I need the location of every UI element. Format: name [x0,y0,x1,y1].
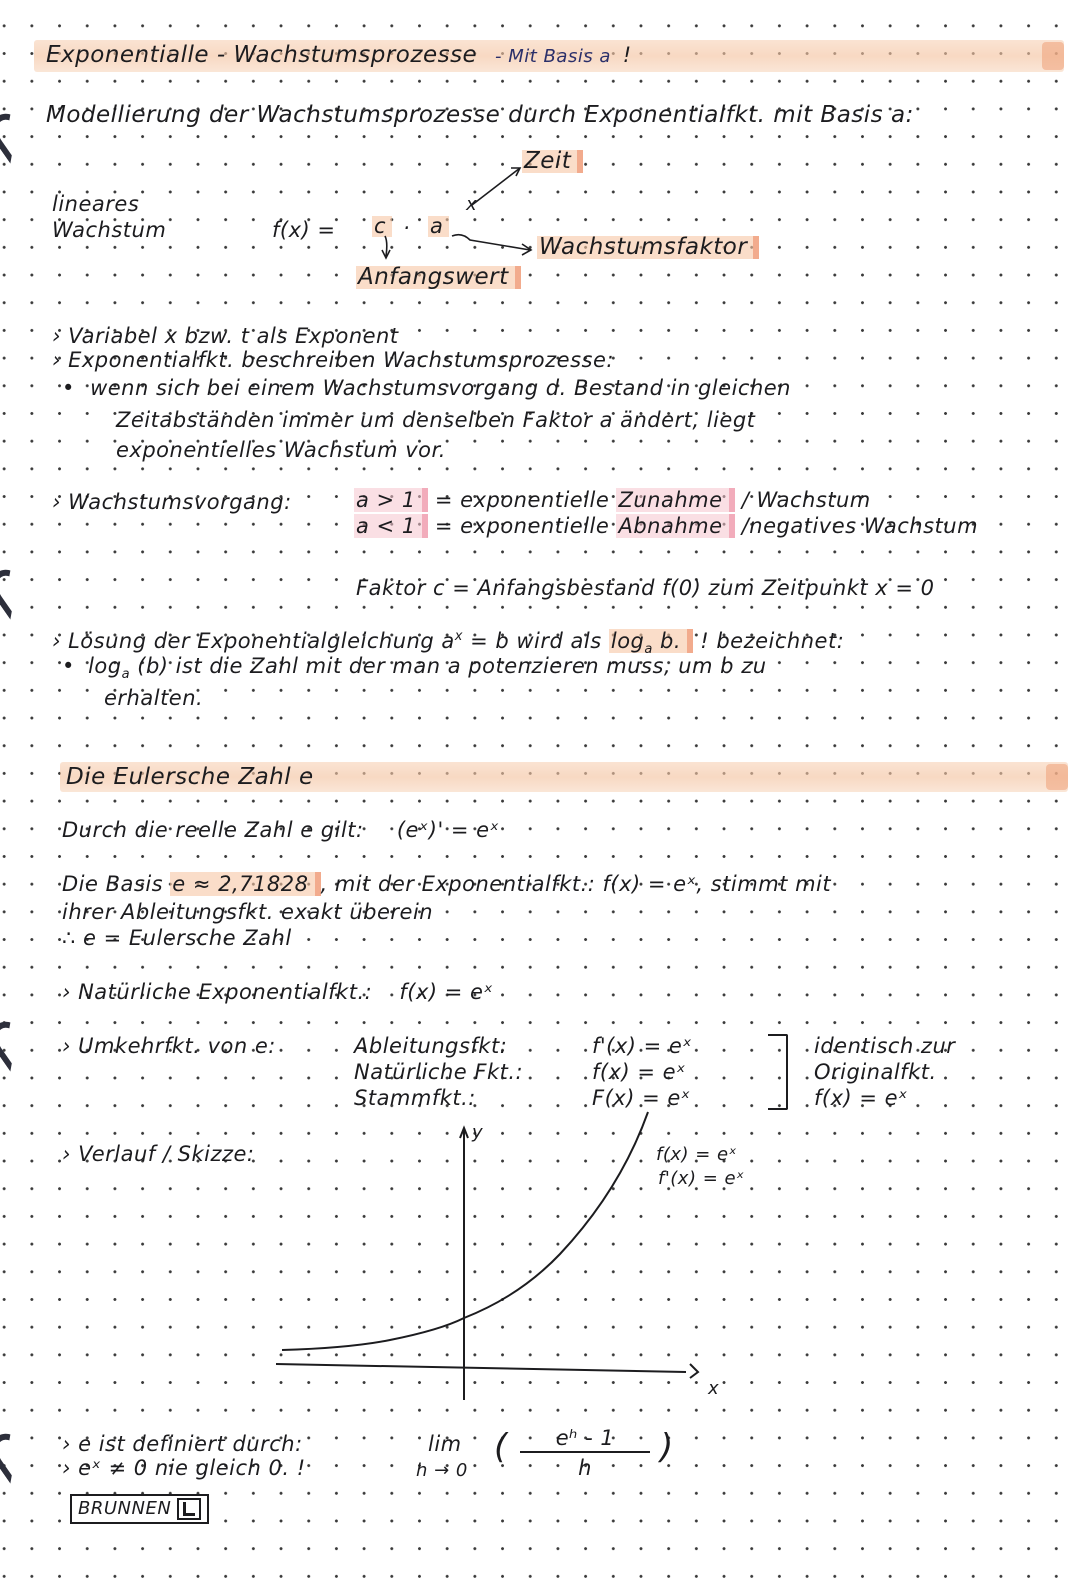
annotation-zeit: Zeit [522,150,583,173]
section1-title-suffix: - Mit Basis a [495,46,611,67]
annotation-wachstumsfaktor: Wachstumsfaktor [537,236,759,259]
formula-c: c [372,216,392,237]
basis-line1: Die Basis e ≈ 2,71828 , mit der Exponentialfkt.: f(x) = eˣ, stimmt mit [62,872,832,896]
formula-label-line2: Wachstum [52,218,167,242]
bullet-arrow-icon: › [52,324,61,348]
umkehr-label: › Umkehrfkt. von e: [62,1034,276,1058]
highlight-abnahme: Abnahme [616,514,734,538]
formula-arrows-icon [0,0,1080,320]
y-axis-label: y [472,1122,484,1143]
formula-a: a [428,216,449,237]
formula-exponent: x [466,194,478,215]
formula-lhs: f(x) = [272,218,336,242]
umkehr-row-name: Stammfkt.: [354,1086,476,1110]
binder-ring-mark [0,1426,38,1483]
limit-lim: lim [428,1432,462,1456]
sub-bullet-line1: • wenn sich bei einem Wachstumsvorgang d. Bestand in gleichen [62,376,791,400]
bullet-arrow-icon: › [62,980,71,1004]
umkehr-row-eq: f(x) = eˣ [592,1060,686,1084]
paren-close: ) [660,1427,674,1467]
brunnen-logo-icon [177,1498,201,1520]
umkehr-row-eq: f'(x) = eˣ [592,1034,693,1058]
intro-line: Modellierung der Wachstumsprozesse durch Exponentialfkt. mit Basis a: [46,102,914,128]
bullet-arrow-icon: › [62,1034,71,1058]
sub-bullet-line2: Zeitabständen immer um denselben Faktor a ändert, liegt [116,408,756,432]
basis-line2: ihrer Ableitungsfkt. exakt überein [62,900,434,924]
highlight-euler-value: e ≈ 2,71828 [170,872,320,896]
limit-sub: h → 0 [416,1460,468,1481]
formula-dot: · [403,216,411,240]
brand-name: BRUNNEN [78,1498,172,1519]
highlight-zunahme: Zunahme [616,488,734,512]
derivative-line: Durch die reelle Zahl e gilt: (eˣ)' = eˣ [62,818,500,842]
exp-curve [282,1112,648,1350]
formula-label-line1: lineares [52,192,140,216]
bullet-variable: › Variabel x bzw. t als Exponent [52,324,399,348]
exclamation-mark-icon: ! [700,629,710,653]
binder-ring-mark [0,562,38,619]
binder-ring-mark [0,1014,38,1071]
annotation-anfangswert: Anfangswert [356,266,521,289]
x-axis-label: x [708,1378,720,1399]
skizze-label: › Verlauf / Skizze: [62,1142,255,1166]
bullet-arrow-icon: › [52,490,61,514]
umkehr-row-name: Natürliche Fkt.: [354,1060,524,1084]
identisch-line: f(x) = eˣ [814,1086,908,1110]
limit-line1: › e ist definiert durch: [62,1432,303,1456]
vorgang-row-abnahme: a < 1 = exponentielle Abnahme /negatives Wachstum [356,514,979,538]
vorgang-label: › Wachstumsvorgang: [52,490,292,514]
grouping-bracket-icon [768,1034,788,1110]
bullet-arrow-icon: › [62,1432,71,1456]
bullet-arrow-icon: › [62,1142,71,1166]
loesung-sub-line1: • $\log_a (b)$ ist die Zahl mit der man a potenzieren muss, um b zu [62,654,767,683]
limit-numerator: eʰ - 1 [520,1428,650,1453]
exclamation-mark-icon: ! [296,1456,306,1480]
curve-label-f: f(x) = eˣ [656,1144,738,1165]
brand-stamp [70,1494,209,1524]
x-axis-line [276,1364,686,1372]
bullet-arrow-icon: › [52,629,61,653]
identisch-line: identisch zur [814,1034,956,1058]
loesung-sub-line2: erhalten. [104,686,204,710]
limit-line2: › eˣ ≠ 0 nie gleich 0. ! [62,1456,306,1480]
sub-bullet-line3: exponentielles Wachstum vor. [116,438,446,462]
faktor-line: Faktor c = Anfangsbestand f(0) zum Zeitpunkt x = 0 [356,576,935,600]
bullet-dot-icon: • [62,376,75,400]
natuerlich-line: › Natürliche Exponentialfkt.: f(x) = eˣ [62,980,494,1004]
loesung-line: › Lösung der Exponentialgleichung $a^x = b$ wird als $\log_a b$. ! bezeichnet: [52,629,845,658]
bullet-arrow-icon: › [62,1456,71,1480]
paren-open: ( [494,1427,508,1467]
bullet-exponentialfkt: › Exponentialfkt. beschreiben Wachstumsprozesse: [52,348,614,372]
limit-denominator: h [578,1456,592,1480]
umkehr-row-eq: F(x) = eˣ [592,1086,691,1110]
identisch-line: Originalfkt. [814,1060,937,1084]
section2-title: Die Eulersche Zahl e [66,764,314,790]
highlight-log: $\log_a b$. [609,629,693,653]
basis-line3: ∴ e = Eulersche Zahl [62,926,292,950]
curve-label-fprime: f'(x) = eˣ [658,1168,745,1189]
umkehr-row-name: Ableitungsfkt: [354,1034,508,1058]
section1-title-text: Exponentialle - Wachstumsprozesse [46,42,478,68]
vorgang-row-zunahme: a > 1 = exponentielle Zunahme / Wachstum [356,488,871,512]
bullet-arrow-icon: › [52,348,61,372]
bullet-dot-icon: • [62,654,75,678]
exclamation-mark-icon: ! [622,43,632,67]
